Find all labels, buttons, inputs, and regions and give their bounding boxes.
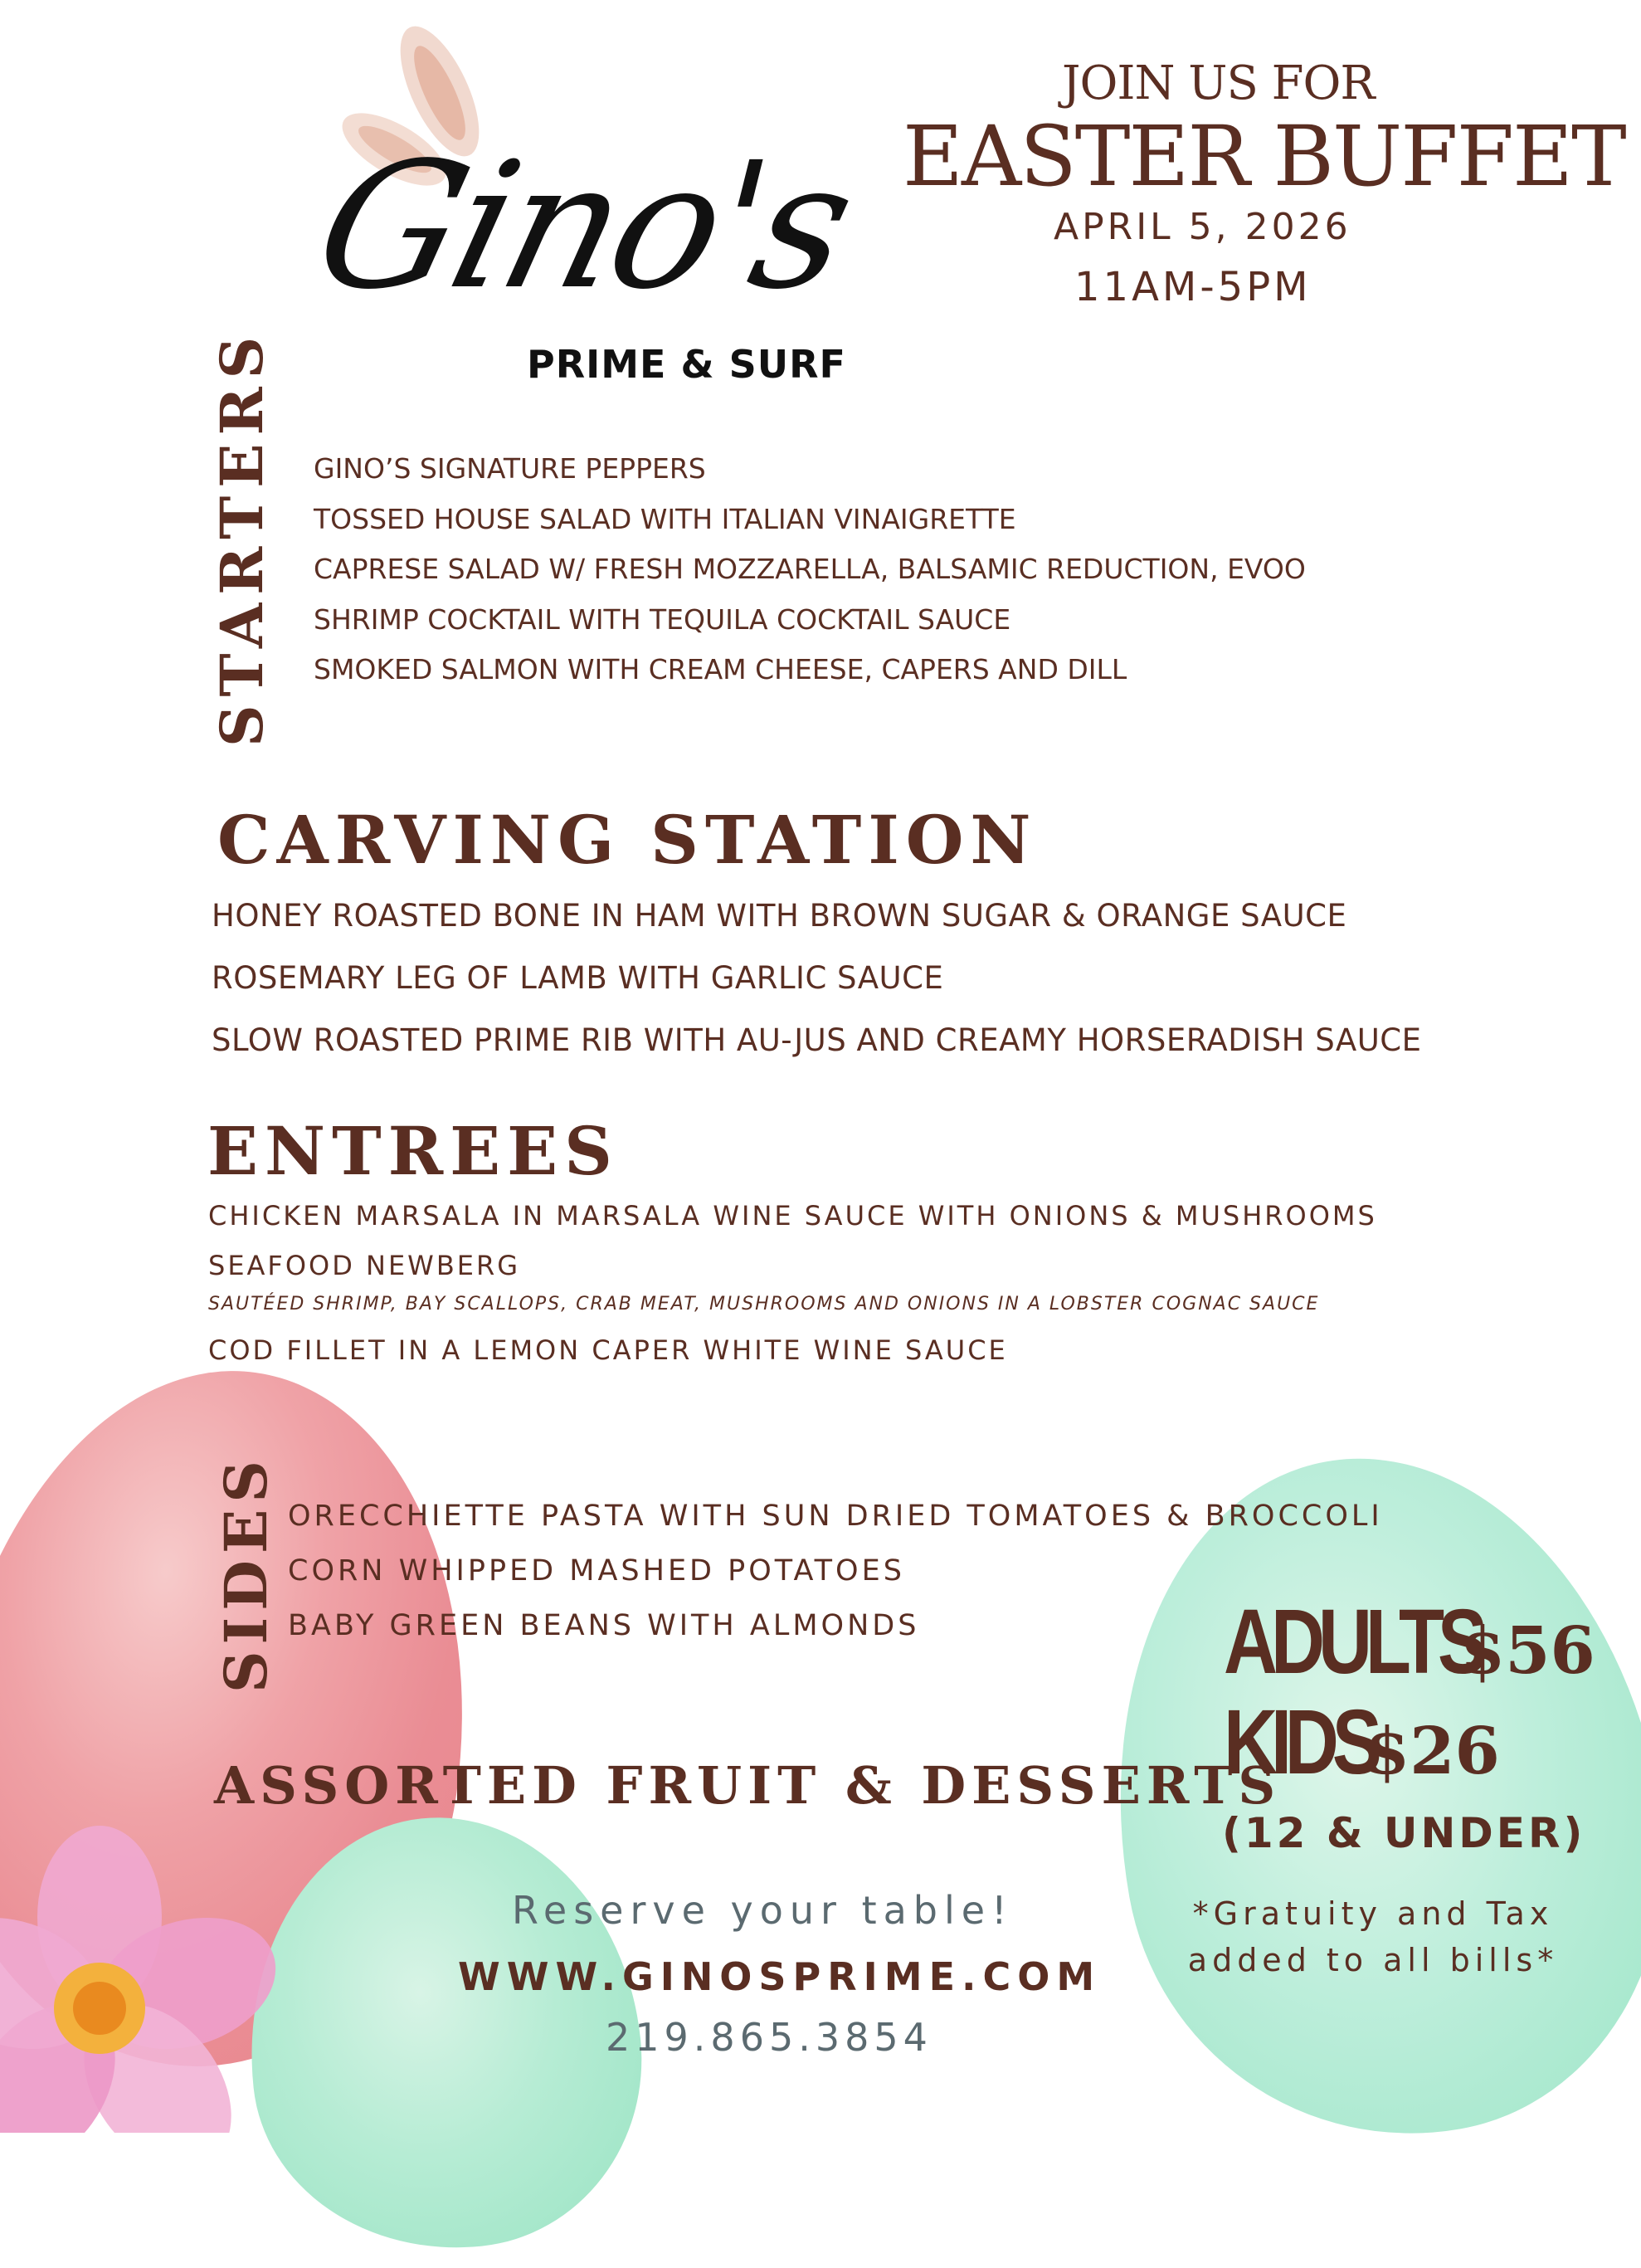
kids-label: KIDS [1224,1691,1376,1793]
website-link[interactable]: WWW.GINOSPRIME.COM [458,1954,1102,1999]
list-item: GINO’S SIGNATURE PEPPERS [314,452,706,485]
desserts-heading: ASSORTED FRUIT & DESSERTS [214,1755,1282,1816]
list-item: CORN WHIPPED MASHED POTATOES [288,1554,905,1588]
event-date: APRIL 5, 2026 [1054,206,1351,248]
list-item: ROSEMARY LEG OF LAMB WITH GARLIC SAUCE [212,960,944,996]
sides-label: SIDES [212,1454,280,1693]
restaurant-logo-script: Gino's [298,124,869,328]
carving-list [212,898,1422,1085]
kids-price: $26 [1365,1714,1500,1789]
adults-label: ADULTS [1224,1591,1481,1693]
list-item: ORECCHIETTE PASTA WITH SUN DRIED TOMATOES & BROCCOLI [288,1500,1383,1533]
phone-number[interactable]: 219.865.3854 [606,2015,932,2060]
list-item: SHRIMP COCKTAIL WITH TEQUILA COCKTAIL SAUCE [314,602,1011,636]
starters-label: STARTERS [207,328,276,747]
adults-price-line [1224,1589,1595,1695]
list-item: TOSSED HOUSE SALAD WITH ITALIAN VINAIGRETTE [314,502,1016,535]
list-item: SLOW ROASTED PRIME RIB WITH AU-JUS AND CREAMY HORSERADISH SAUCE [212,1022,1422,1058]
carving-station-heading: CARVING STATION [217,801,1038,879]
join-us-text: JOIN US FOR [1062,56,1375,110]
adults-price: $56 [1460,1613,1595,1689]
pink-flower-icon [0,1817,282,2133]
list-item: SEAFOOD NEWBERG [208,1250,521,1281]
list-item-description: SAUTÉED SHRIMP, BAY SCALLOPS, CRAB MEAT, MUSHROOMS AND ONIONS IN A LOBSTER COGNAC SAUCE [208,1294,1320,1314]
reserve-text: Reserve your table! [512,1888,1014,1933]
gratuity-line-2: added to all bills* [1187,1942,1559,1978]
gratuity-line-1: *Gratuity and Tax [1192,1895,1554,1932]
kids-age-note: (12 & UNDER) [1222,1809,1586,1857]
starters-list [314,452,1306,704]
event-title: EASTER BUFFET [903,108,1625,205]
list-item: BABY GREEN BEANS WITH ALMONDS [288,1609,920,1642]
entrees-list [208,1199,1377,1367]
event-time: 11AM-5PM [1074,264,1312,310]
sides-list [288,1499,1383,1663]
gratuity-note [1178,1890,1568,1983]
list-item: CHICKEN MARSALA IN MARSALA WINE SAUCE WITH ONIONS & MUSHROOMS [208,1200,1377,1232]
list-item: COD FILLET IN A LEMON CAPER WHITE WINE SAUCE [208,1334,1008,1366]
list-item: CAPRESE SALAD W/ FRESH MOZZARELLA, BALSAMIC REDUCTION, EVOO [314,553,1306,585]
list-item: SMOKED SALMON WITH CREAM CHEESE, CAPERS AND DILL [314,653,1127,685]
list-item: HONEY ROASTED BONE IN HAM WITH BROWN SUGAR & ORANGE SAUCE [212,898,1347,934]
restaurant-logo-subtitle: PRIME & SURF [527,342,846,387]
entrees-heading: ENTREES [207,1112,619,1190]
pricing-block [1224,1589,1595,1795]
kids-price-line [1224,1690,1595,1795]
